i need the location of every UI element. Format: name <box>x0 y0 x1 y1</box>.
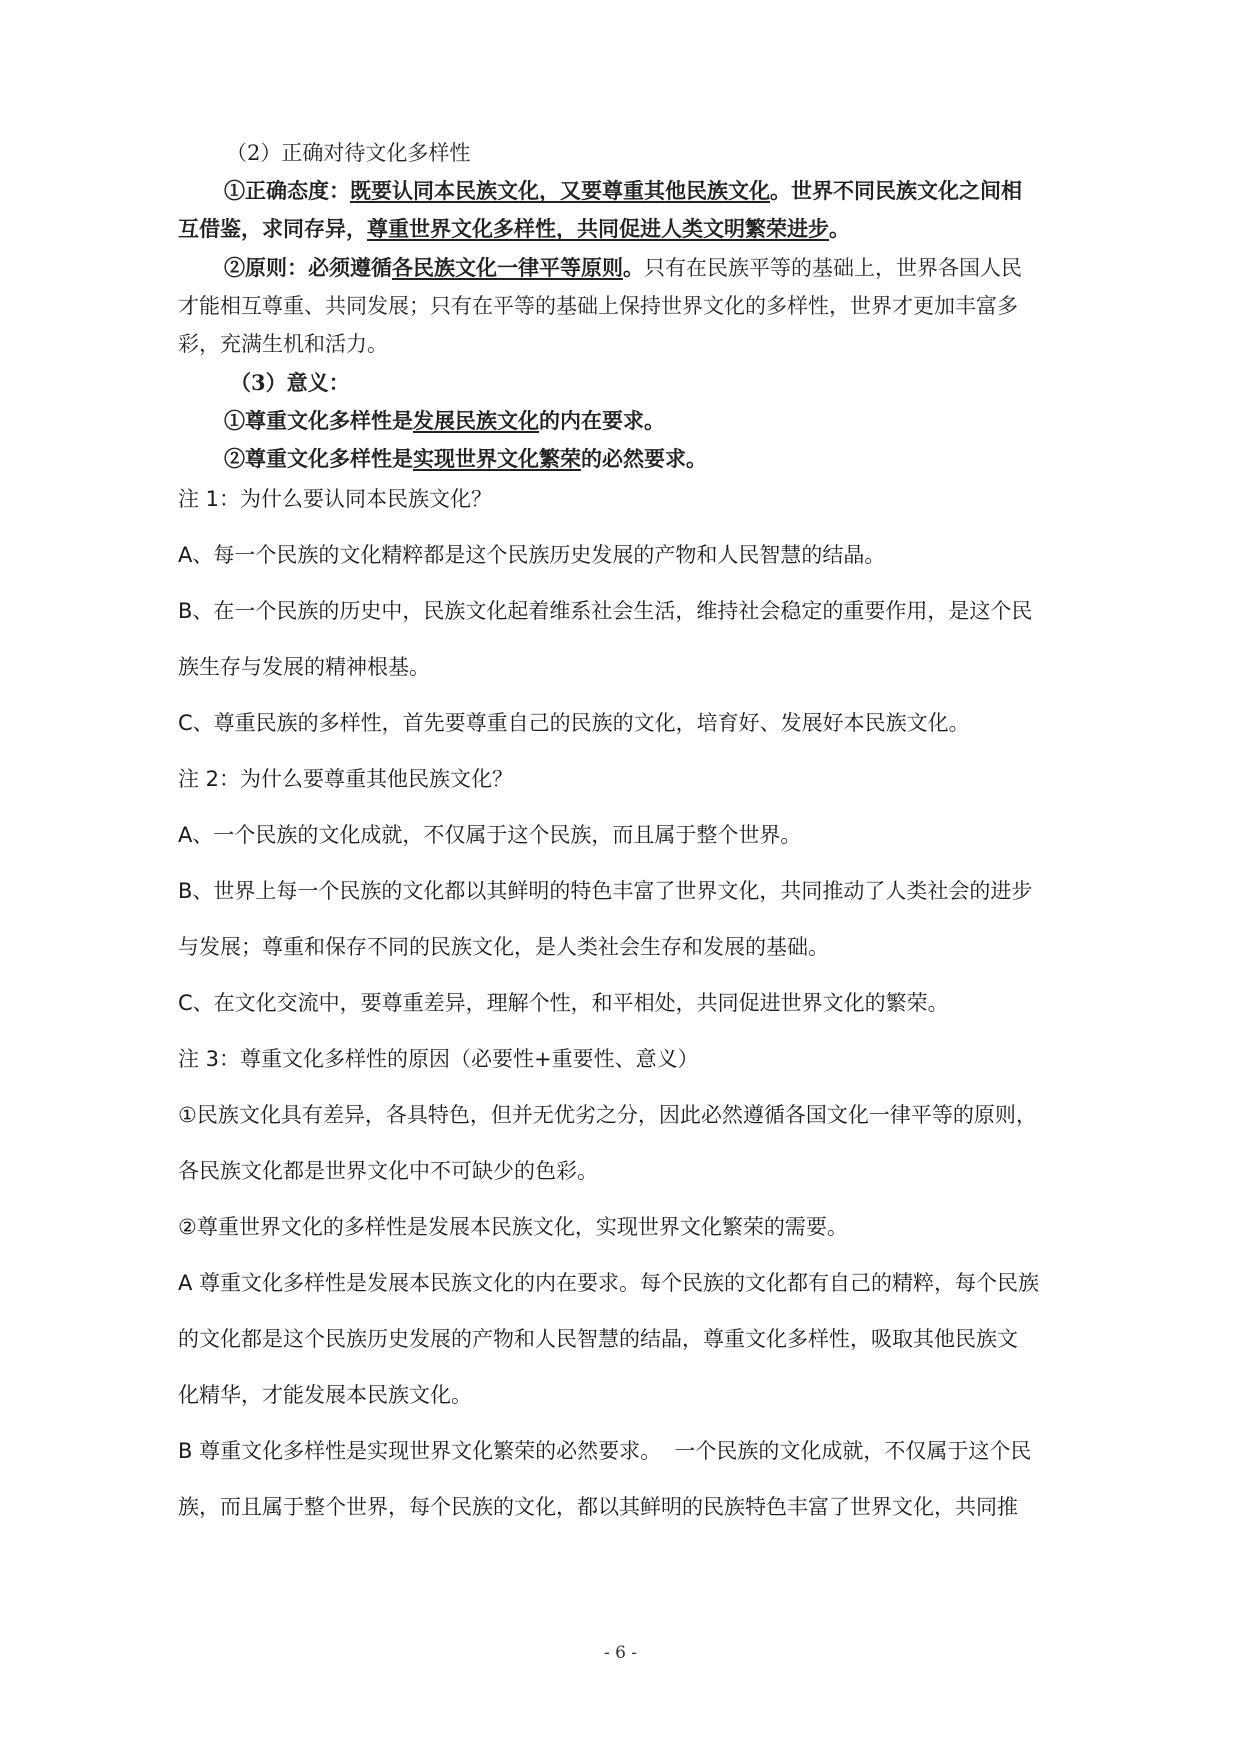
page-number: - 6 - <box>603 1643 638 1663</box>
principle-paragraph-line1 <box>224 252 1022 282</box>
underlined-phrase: 各民族文化一律平等原则 <box>392 255 623 280</box>
attitude-text: 。 <box>829 216 850 241</box>
note-2-c: C、在文化交流中，要尊重差异，理解个性，和平相处，共同促进世界文化的繁荣。 <box>178 991 949 1015</box>
principle-paragraph-line3 <box>178 328 388 358</box>
significance-item-1 <box>224 405 665 435</box>
note-3-pa-line1: A 尊重文化多样性是发展本民族文化的内在要求。每个民族的文化都有自己的精粹，每个民族 <box>178 1271 1040 1295</box>
underlined-phrase: 尊重世界文化多样性，共同促进人类文明繁荣进步 <box>367 216 829 241</box>
note-3-p1-line1: ①民族文化具有差异，各具特色，但并无优劣之分，因此必然遵循各国文化一律平等的原则， <box>178 1103 1037 1127</box>
note-3-p1-line2: 各民族文化都是世界文化中不可缺少的色彩。 <box>178 1159 598 1183</box>
principle-text: 才能相互尊重、共同发展；只有在平等的基础上保持世界文化的多样性，世界才更加丰富多 <box>178 294 1018 318</box>
principle-text: 。 <box>623 255 644 280</box>
principle-paragraph-line2 <box>178 290 1018 320</box>
attitude-paragraph-line1 <box>224 175 1022 205</box>
note-2-b-line2: 与发展；尊重和保存不同的民族文化，是人类社会生存和发展的基础。 <box>178 935 829 959</box>
note-3-pa-line2: 的文化都是这个民族历史发展的产物和人民智慧的结晶，尊重文化多样性，吸取其他民族文 <box>178 1327 1018 1351</box>
note-2-title: 注 2：为什么要尊重其他民族文化？ <box>178 767 514 791</box>
note-3-p2: ②尊重世界文化的多样性是发展本民族文化，实现世界文化繁荣的需要。 <box>178 1215 848 1239</box>
note-3-pb-line2: 族，而且属于整个世界，每个民族的文化，都以其鲜明的民族特色丰富了世界文化，共同推 <box>178 1495 1018 1519</box>
underlined-phrase: 实现世界文化繁荣 <box>413 446 581 471</box>
note-1-title: 注 1：为什么要认同本民族文化？ <box>178 487 493 511</box>
principle-text: 彩，充满生机和活力。 <box>178 332 388 356</box>
significance-item-2 <box>224 443 707 473</box>
section-heading <box>230 367 350 397</box>
note-3-pa-line3: 化精华，才能发展本民族文化。 <box>178 1383 472 1407</box>
principle-text: 只有在民族平等的基础上，世界各国人民 <box>644 256 1022 280</box>
note-3-title: 注 3：尊重文化多样性的原因（必要性+重要性、意义） <box>178 1047 699 1071</box>
note-3-pb-line1: B 尊重文化多样性是实现世界文化繁荣的必然要求。 一个民族的文化成就，不仅属于这个民 <box>178 1439 1032 1463</box>
note-1-a: A、每一个民族的文化精粹都是这个民族历史发展的产物和人民智慧的结晶。 <box>178 543 886 567</box>
section-heading <box>226 137 470 167</box>
attitude-paragraph-line2 <box>178 213 850 243</box>
note-1-c: C、尊重民族的多样性，首先要尊重自己的民族的文化，培育好、发展好本民族文化。 <box>178 711 970 735</box>
note-1-b-line1: B、在一个民族的历史中，民族文化起着维系社会生活，维持社会稳定的重要作用，是这个民 <box>178 599 1033 623</box>
item-text: ①尊重文化多样性是 <box>224 408 413 433</box>
note-1-b-line2: 族生存与发展的精神根基。 <box>178 655 430 679</box>
note-2-b-line1: B、世界上每一个民族的文化都以其鲜明的特色丰富了世界文化，共同推动了人类社会的进步 <box>178 879 1033 903</box>
attitude-text: 互借鉴，求同存异， <box>178 216 367 241</box>
item-text: ②尊重文化多样性是 <box>224 446 413 471</box>
attitude-label: ①正确态度： <box>224 178 350 203</box>
underlined-phrase: 发展民族文化 <box>413 408 539 433</box>
item-text: 的必然要求。 <box>581 446 707 471</box>
item-text: 的内在要求。 <box>539 408 665 433</box>
attitude-text: 。世界不同民族文化之间相 <box>770 178 1022 203</box>
heading-text: （3）意义： <box>230 370 350 395</box>
heading-text: （2）正确对待文化多样性 <box>226 141 471 165</box>
underlined-phrase: 既要认同本民族文化，又要尊重其他民族文化 <box>350 178 770 203</box>
principle-label: ②原则：必须遵循 <box>224 255 392 280</box>
note-2-a: A、一个民族的文化成就，不仅属于这个民族，而且属于整个世界。 <box>178 823 802 847</box>
